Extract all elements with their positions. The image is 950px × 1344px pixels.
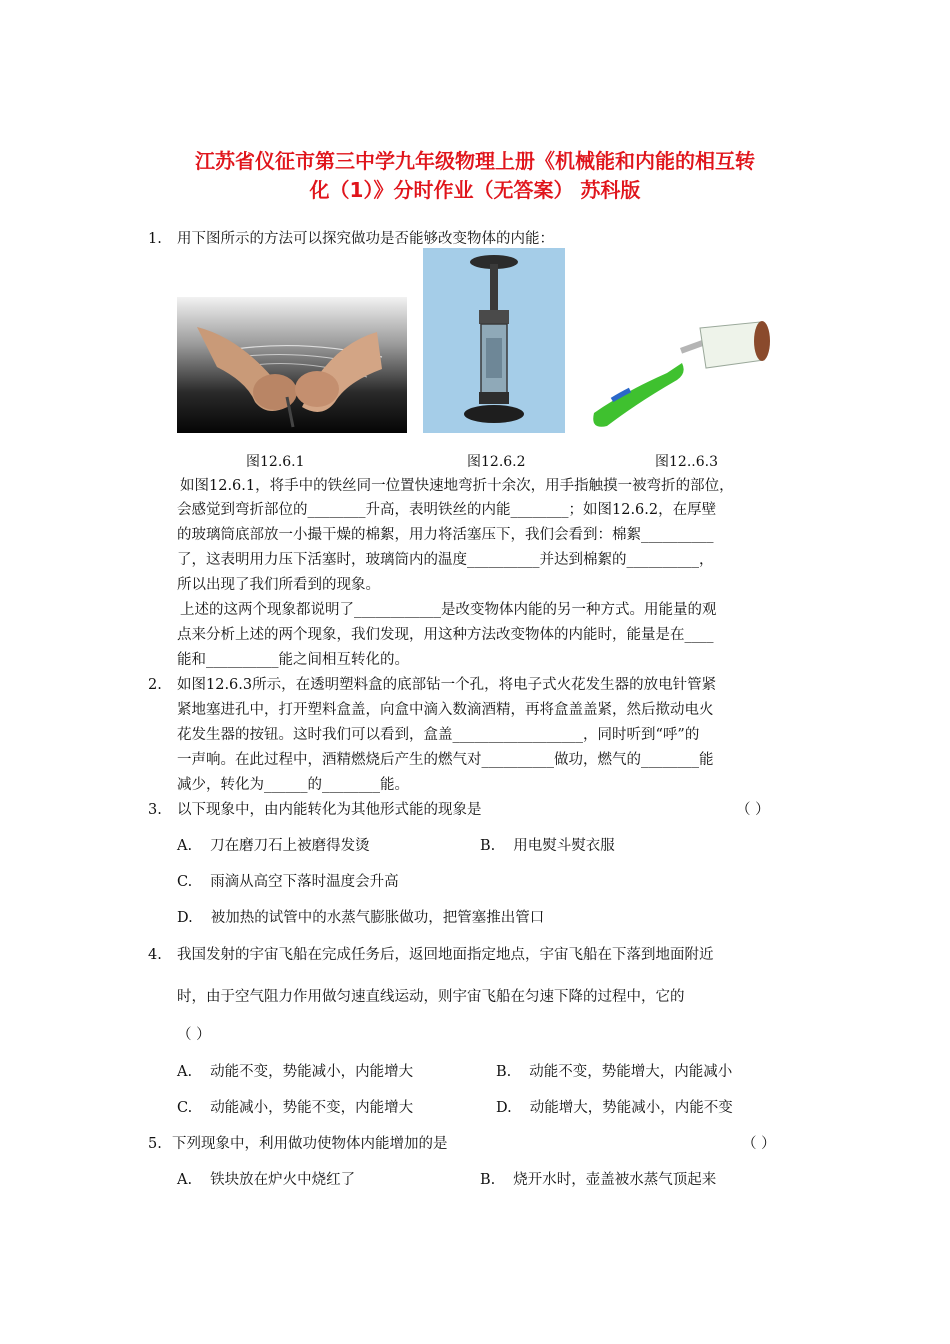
question-1-number: 1.: [148, 231, 162, 247]
document-title-line-2: 化（1）》分时作业（无答案） 苏科版: [309, 178, 641, 202]
bending-wire-hands-figure: [177, 297, 407, 433]
question-3-answer-paren: （ ）: [736, 802, 770, 818]
question-4-option-b: B. 动能不变，势能增大，内能减小: [496, 1064, 733, 1080]
question-3-option-c: C. 雨滴从高空下落时温度会升高: [177, 874, 399, 890]
figure-caption-1: 图12.6.1: [246, 454, 305, 470]
question-4-option-d: D. 动能增大，势能减小，内能不变: [496, 1100, 733, 1116]
figure-caption-3: 图12..6.3: [655, 454, 718, 470]
question-1-line-5: 所以出现了我们所看到的现象。: [177, 577, 380, 593]
question-3-stem: 以下现象中，由内能转化为其他形式能的现象是: [177, 802, 482, 818]
question-1-intro: 用下图所示的方法可以探究做功是否能够改变物体的内能：: [177, 231, 554, 247]
fire-syringe-figure: [423, 248, 565, 433]
question-3-option-a: A. 刀在磨刀石上被磨得发烫: [177, 838, 370, 854]
question-5-number: 5.: [148, 1136, 162, 1152]
question-5-option-b: B. 烧开水时，壶盖被水蒸气顶起来: [480, 1172, 717, 1188]
question-2-line-4: 一声响。在此过程中，酒精燃烧后产生的燃气对__________做功，燃气的________能: [177, 752, 714, 768]
figure-caption-2: 图12.6.2: [467, 454, 526, 470]
question-1-line-7: 点来分析上述的两个现象，我们发现，用这种方法改变物体的内能时，能量是在____: [177, 627, 714, 643]
document-title-line-1: 江苏省仪征市第三中学九年级物理上册《机械能和内能的相互转: [195, 149, 755, 173]
question-1-line-2: 会感觉到弯折部位的________升高，表明铁丝的内能________；如图12.6.2，在厚壁: [177, 502, 717, 518]
question-4-answer-paren: （ ）: [177, 1027, 211, 1043]
question-5-answer-paren: （ ）: [742, 1136, 776, 1152]
question-4-number: 4.: [148, 947, 162, 963]
question-2-line-1: 如图12.6.3所示，在透明塑料盒的底部钻一个孔，将电子式火花发生器的放电针管紧: [177, 677, 717, 693]
question-3-number: 3.: [148, 802, 162, 818]
question-4-line-1: 我国发射的宇宙飞船在完成任务后，返回地面指定地点，宇宙飞船在下落到地面附近: [177, 947, 714, 963]
question-1-line-6: 上述的这两个现象都说明了____________是改变物体内能的另一种方式。用能量的观: [180, 602, 717, 618]
question-4-line-2: 时，由于空气阻力作用做匀速直线运动，则宇宙飞船在匀速下降的过程中，它的: [177, 989, 685, 1005]
question-2-line-3: 花发生器的按钮。这时我们可以看到，盒盖__________________，同时听到“呼”的: [177, 727, 700, 743]
question-3-option-d: D. 被加热的试管中的水蒸气膨胀做功，把管塞推出管口: [177, 910, 545, 926]
question-4-option-a: A. 动能不变，势能减小，内能增大: [177, 1064, 414, 1080]
question-2-number: 2.: [148, 677, 162, 693]
question-1-line-4: 了，这表明用力压下活塞时，玻璃筒内的温度__________并达到棉絮的__________，: [177, 552, 714, 568]
question-5-option-a: A. 铁块放在炉火中烧红了: [177, 1172, 356, 1188]
question-3-option-b: B. 用电熨斗熨衣服: [480, 838, 615, 854]
question-1-line-3: 的玻璃筒底部放一小撮干燥的棉絮，用力将活塞压下，我们会看到：棉絮__________: [177, 527, 714, 543]
question-1-line-8: 能和__________能之间相互转化的。: [177, 652, 409, 668]
question-4-option-c: C. 动能减小，势能不变，内能增大: [177, 1100, 414, 1116]
question-2-line-5: 减少，转化为______的________能。: [177, 777, 409, 793]
question-5-stem: 下列现象中，利用做功使物体内能增加的是: [172, 1136, 448, 1152]
question-2-line-2: 紧地塞进孔中，打开塑料盒盖，向盒中滴入数滴酒精，再将盒盖盖紧，然后揿动电火: [177, 702, 714, 718]
spark-generator-figure: [582, 318, 772, 433]
question-1-line-1: 如图12.6.1，将手中的铁丝同一位置快速地弯折十余次，用手指触摸一被弯折的部位，: [180, 478, 734, 494]
